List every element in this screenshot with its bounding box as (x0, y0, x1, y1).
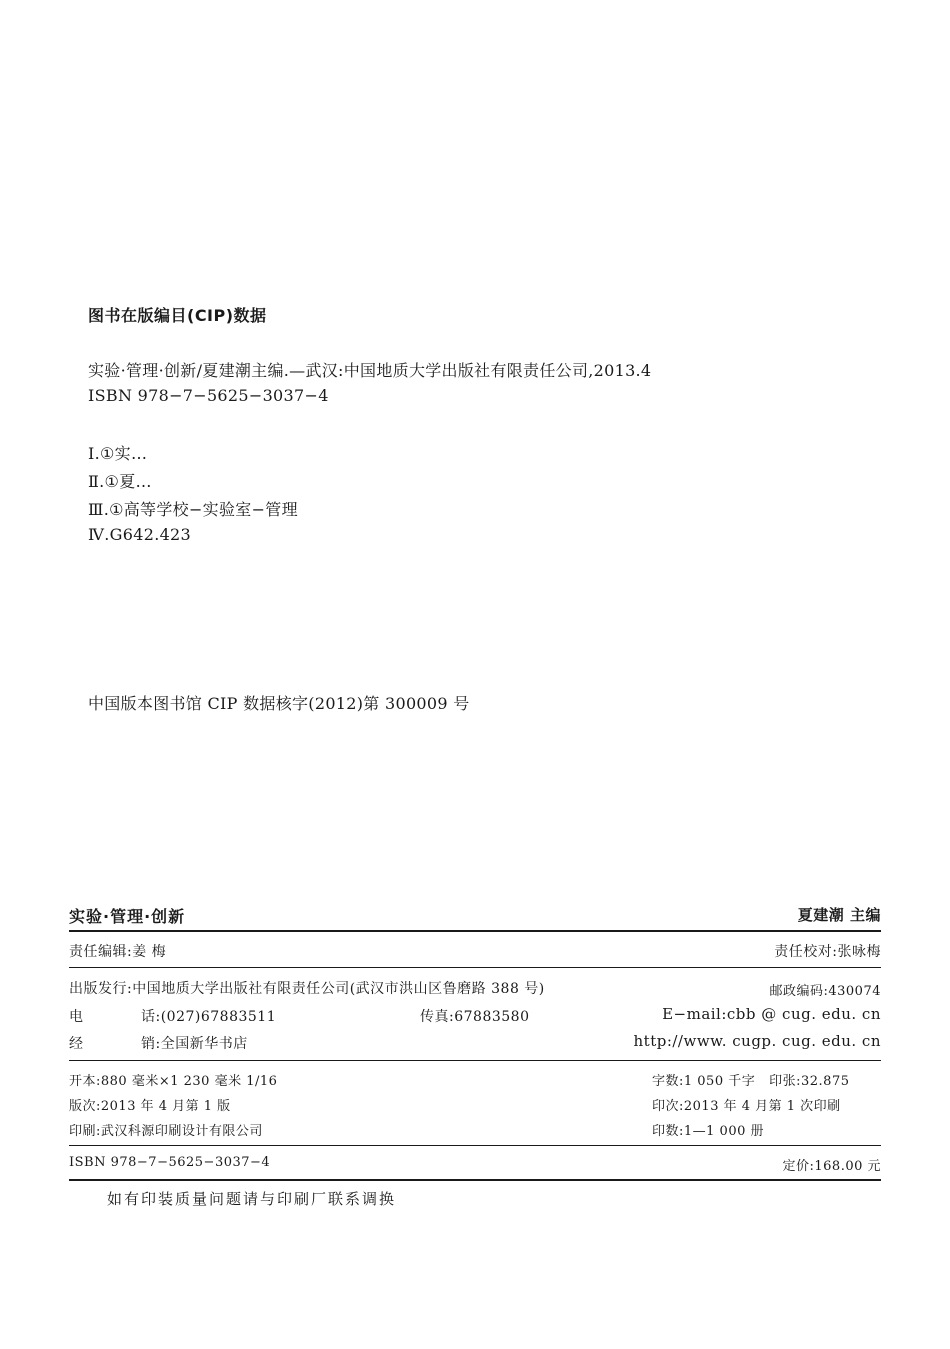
email: E−mail:cbb @ cug. edu. cn (662, 1005, 881, 1023)
cip-classification-3: Ⅲ.①高等学校−实验室−管理 (88, 500, 298, 519)
printing: 印次:2013 年 4 月第 1 次印刷 (652, 1099, 841, 1114)
chief-editor: 夏建潮 主编 (797, 906, 881, 924)
phone-label: 电 (69, 1009, 83, 1025)
fax: 传真:67883580 (420, 1009, 530, 1025)
cip-heading: 图书在版编目(CIP)数据 (88, 306, 267, 325)
isbn-footer: ISBN 978−7−5625−3037−4 (69, 1155, 271, 1170)
website: http://www. cugp. cug. edu. cn (633, 1032, 881, 1050)
cip-classification-1: Ⅰ.①实… (88, 444, 148, 463)
phone-label-suffix: 话: (141, 1009, 161, 1025)
phone-row (69, 1006, 276, 1026)
cip-isbn: ISBN 978−7−5625−3037−4 (88, 386, 329, 405)
cip-data-number: 中国版本图书馆 CIP 数据核字(2012)第 300009 号 (88, 694, 470, 713)
distributor-label: 经 (69, 1036, 83, 1052)
rule-bottom (69, 1179, 881, 1181)
cip-classification-2: Ⅱ.①夏… (88, 472, 152, 491)
format: 开本:880 毫米×1 230 毫米 1/16 (69, 1074, 278, 1089)
edition: 版次:2013 年 4 月第 1 版 (69, 1099, 231, 1114)
quality-notice: 如有印装质量问题请与印刷厂联系调换 (107, 1190, 397, 1208)
printer: 印刷:武汉科源印刷设计有限公司 (69, 1124, 263, 1139)
copies: 印数:1—1 000 册 (652, 1124, 764, 1139)
book-title: 实验·管理·创新 (69, 907, 186, 926)
responsible-editor: 责任编辑:姜 梅 (69, 944, 167, 960)
distributor: 全国新华书店 (160, 1036, 248, 1052)
rule-print (69, 1145, 881, 1146)
publisher: 出版发行:中国地质大学出版社有限责任公司(武汉市洪山区鲁磨路 388 号) (69, 981, 545, 997)
rule-top (69, 930, 881, 932)
words-sheets: 字数:1 050 千字 印张:32.875 (652, 1074, 850, 1089)
cip-main-entry: 实验·管理·创新/夏建潮主编.—武汉:中国地质大学出版社有限责任公司,2013.4 (88, 361, 652, 380)
rule-publisher (69, 1060, 881, 1061)
postcode: 邮政编码:430074 (769, 984, 881, 999)
price: 定价:168.00 元 (782, 1159, 881, 1174)
distributor-label-suffix: 销: (141, 1036, 161, 1052)
proofreader: 责任校对:张咏梅 (774, 944, 881, 960)
cip-classification-4: Ⅳ.G642.423 (88, 525, 192, 544)
phone-number: (027)67883511 (160, 1009, 277, 1025)
rule-editor (69, 967, 881, 968)
distributor-row (69, 1033, 248, 1053)
